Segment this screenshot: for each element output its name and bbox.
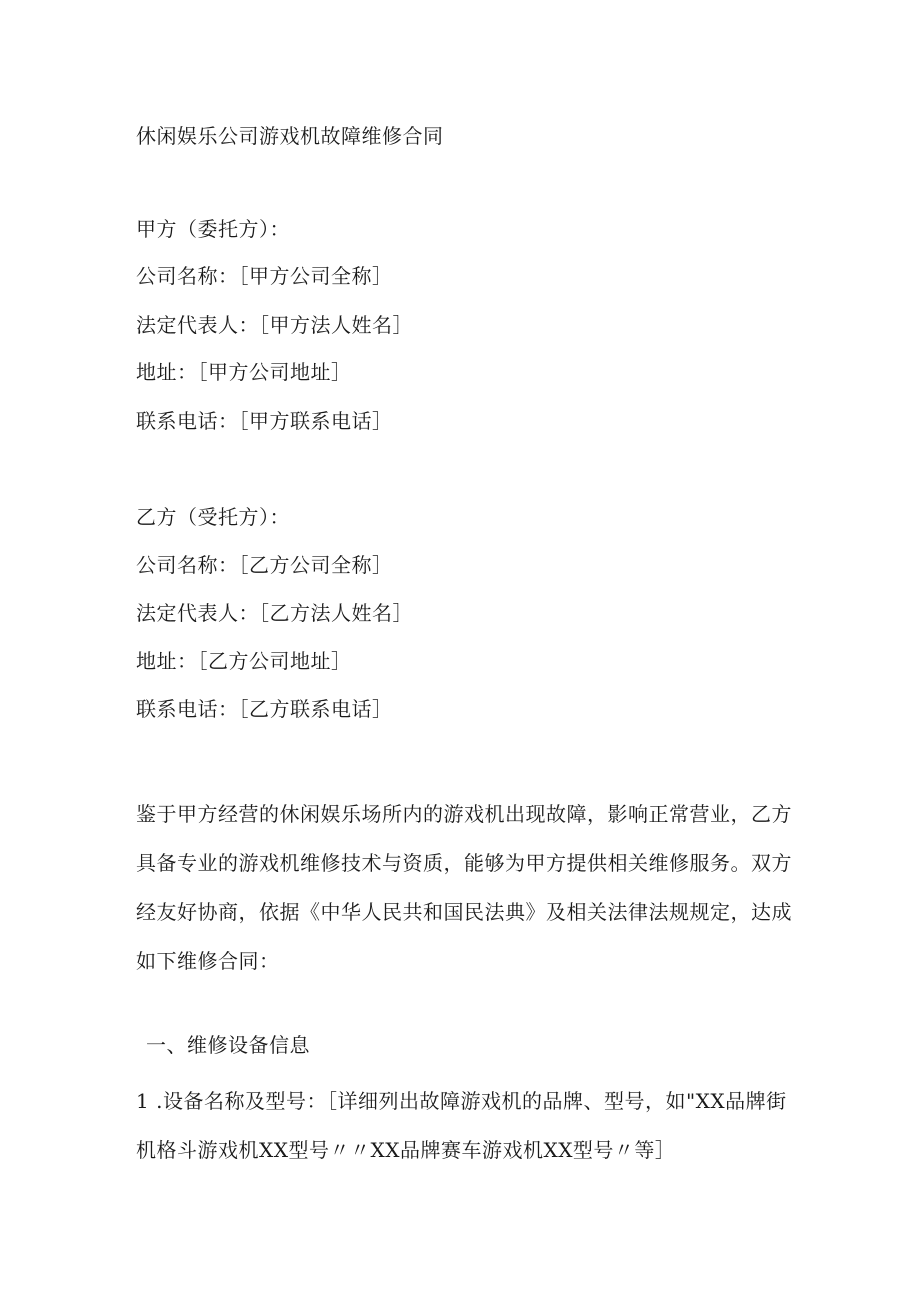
item-line: 1 .设备名称及型号：［详细列出故障游戏机的品牌、型号，如"XX品牌街: [136, 1089, 787, 1113]
preamble-line: 经友好协商，依据《中华人民共和国民法典》及相关法律法规规定，达成: [136, 900, 792, 924]
party-a-heading: 甲方（委托方）：: [136, 217, 290, 241]
section-1-item-1: [136, 1077, 787, 1175]
party-a-company: 公司名称：［甲方公司全称］: [136, 264, 393, 288]
party-b-representative: 法定代表人：［乙方法人姓名］: [136, 601, 413, 625]
party-a-phone: 联系电话：［甲方联系电话］: [136, 409, 393, 433]
party-b-address: 地址：［乙方公司地址］: [136, 649, 352, 673]
preamble-line: 具备专业的游戏机维修技术与资质，能够为甲方提供相关维修服务。双方: [136, 851, 792, 875]
preamble-paragraph: [136, 790, 792, 986]
party-a-representative: 法定代表人：［甲方法人姓名］: [136, 313, 413, 337]
preamble-line: 鉴于甲方经营的休闲娱乐场所内的游戏机出现故障，影响正常营业，乙方: [136, 802, 792, 826]
contract-title: 休闲娱乐公司游戏机故障维修合同: [136, 124, 444, 148]
preamble-line: 如下维修合同：: [136, 949, 280, 973]
item-line: 机格斗游戏机XX型号〃〃XX品牌赛车游戏机XX型号〃等］: [136, 1138, 676, 1162]
section-1-heading: 一、维修设备信息: [146, 1033, 310, 1057]
party-b-heading: 乙方（受托方）：: [136, 505, 290, 529]
party-a-address: 地址：［甲方公司地址］: [136, 360, 352, 384]
party-b-phone: 联系电话：［乙方联系电话］: [136, 697, 393, 721]
party-b-company: 公司名称：［乙方公司全称］: [136, 553, 393, 577]
